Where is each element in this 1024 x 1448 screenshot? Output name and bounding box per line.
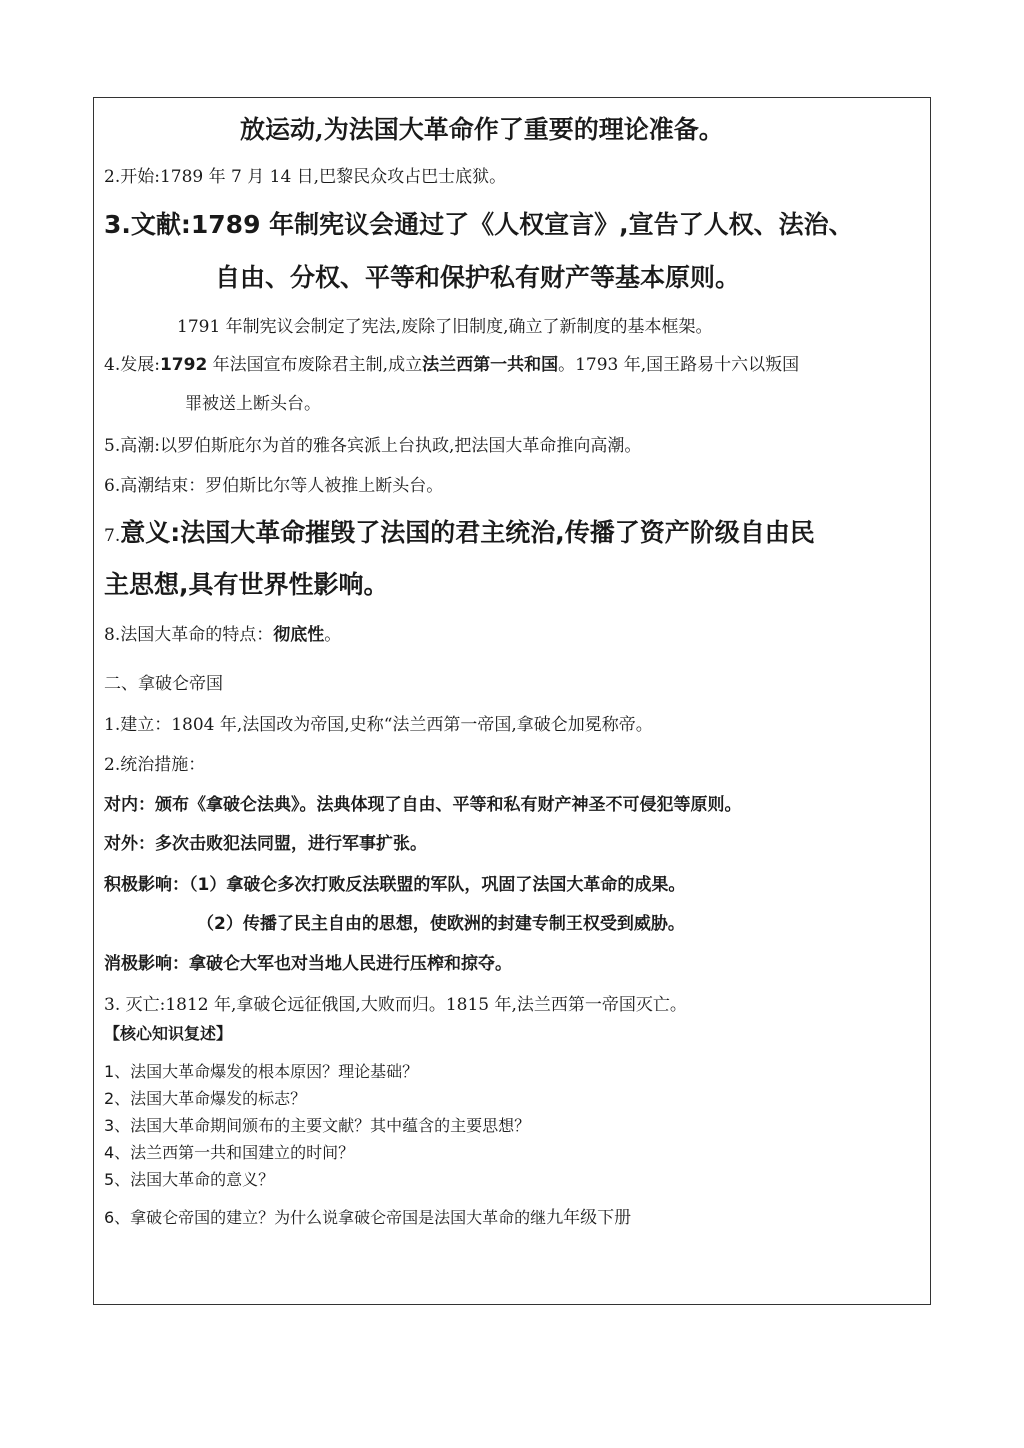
- text-span-bold: 法兰西第一共和国: [422, 355, 559, 375]
- text-line: 消极影响：拿破仑大军也对当地人民进行压榨和掠夺。: [104, 954, 512, 974]
- text-span: 4.发展:: [104, 355, 160, 375]
- text-span: 。1793 年,国王路易十六以叛国: [558, 355, 800, 375]
- text-line: 主思想,具有世界性影响。: [104, 570, 389, 599]
- text-span-bold: 1792: [159, 355, 208, 375]
- question-item: 5、法国大革命的意义？: [104, 1170, 275, 1189]
- question-item: 3、法国大革命期间颁布的主要文献？其中蕴含的主要思想？: [104, 1116, 531, 1135]
- question-item: 4、法兰西第一共和国建立的时间？: [104, 1143, 355, 1162]
- section-heading: 二、拿破仑帝国: [104, 674, 223, 694]
- text-line: [104, 513, 815, 549]
- text-line: 1791 年制宪议会制定了宪法,废除了旧制度,确立了新制度的基本框架。: [177, 317, 713, 337]
- text-span: 7.: [104, 526, 121, 546]
- text-span: 年法国宣布废除君主制,成立: [207, 355, 423, 375]
- text-line: 5.高潮:以罗伯斯庇尔为首的雅各宾派上台执政,把法国大革命推向高潮。: [104, 436, 642, 456]
- text-line: 罪被送上断头台。: [185, 394, 321, 414]
- text-span-bold: 彻底性: [273, 625, 325, 645]
- text-line: [104, 620, 341, 645]
- text-line: 3.文献:1789 年制宪议会通过了《人权宣言》,宣告了人权、法治、: [104, 210, 854, 239]
- text-line: 6.高潮结束：罗伯斯比尔等人被推上断头台。: [104, 476, 444, 496]
- text-line: 对内：颁布《拿破仑法典》。法典体现了自由、平等和私有财产神圣不可侵犯等原则。: [104, 795, 742, 815]
- text-line: 积极影响：（1）拿破仑多次打败反法联盟的军队，巩固了法国大革命的成果。: [104, 875, 686, 895]
- section-heading: 【核心知识复述】: [104, 1024, 233, 1043]
- text-line: 2.统治措施：: [104, 755, 206, 775]
- text-line: 放运动,为法国大革命作了重要的理论准备。: [240, 115, 724, 144]
- text-span: 6、拿破仑帝国的建立？为什么说拿破仑帝国是法国大革命的继: [104, 1208, 547, 1227]
- text-line: 对外：多次击败犯法同盟，进行军事扩张。: [104, 834, 427, 854]
- question-item: 2、法国大革命爆发的标志？: [104, 1089, 307, 1108]
- text-span: 。: [324, 625, 342, 645]
- text-line: 自由、分权、平等和保护私有财产等基本原则。: [215, 263, 741, 292]
- text-line: 1.建立：1804 年,法国改为帝国,史称“法兰西第一帝国,拿破仑加冕称帝。: [104, 715, 653, 735]
- text-line: 2.开始:1789 年 7 月 14 日,巴黎民众攻占巴士底狱。: [104, 167, 507, 187]
- text-span: 九年级下册: [546, 1208, 632, 1228]
- text-span: 8.法国大革命的特点：: [104, 625, 274, 645]
- question-item: [104, 1203, 631, 1228]
- text-line: （2）传播了民主自由的思想，使欧洲的封建专制王权受到威胁。: [197, 914, 685, 934]
- text-line: [104, 350, 799, 375]
- question-item: 1、法国大革命爆发的根本原因？理论基础？: [104, 1062, 419, 1081]
- text-span-bold: 意义:法国大革命摧毁了法国的君主统治,传播了资产阶级自由民: [120, 518, 815, 547]
- text-line: 3. 灭亡:1812 年,拿破仑远征俄国,大败而归。1815 年,法兰西第一帝国灭亡。: [104, 995, 687, 1015]
